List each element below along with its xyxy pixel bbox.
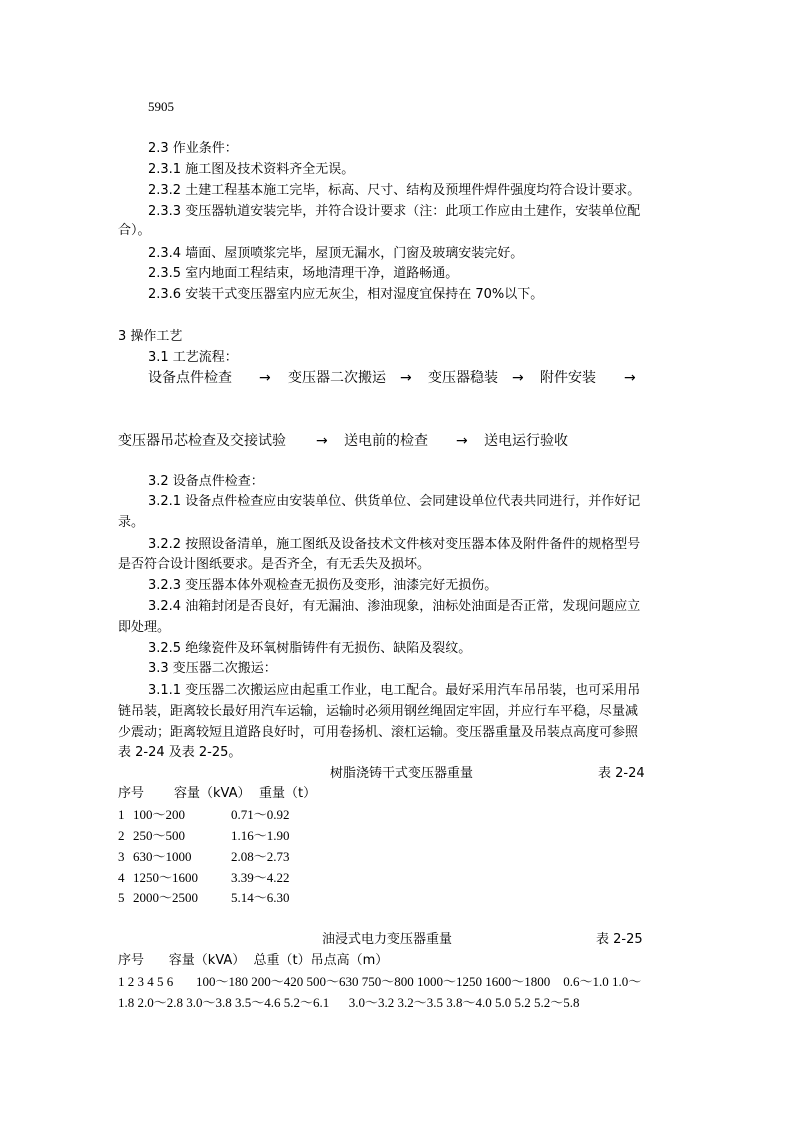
item-2-3-5: 2.3.5 室内地面工程结束，场地清理干净，道路畅通。 — [148, 266, 459, 281]
flow-step-equipment-check: 设备点件检查 — [148, 370, 232, 386]
flow-step-accessories: 附件安装 — [540, 370, 596, 386]
para-3-3-1-cont1: 链吊装，距离较长最好用汽车运输，运输时必须用钢丝绳固定牢固，并应行车平稳，尽量减 — [118, 704, 639, 719]
table-2-24-title: 树脂浇铸干式变压器重量 — [330, 766, 474, 781]
table-2-24-number: 表 2-24 — [598, 766, 645, 781]
table-cell: 630～1000 — [133, 849, 192, 864]
item-2-3-4: 2.3.4 墙面、屋顶喷浆完毕，屋顶无漏水，门窗及玻璃安装完好。 — [148, 246, 524, 261]
para-3-2-5: 3.2.5 绝缘瓷件及环氧树脂铸件有无损伤、缺陷及裂纹。 — [148, 641, 472, 656]
section-3-1-heading: 3.1 工艺流程： — [148, 350, 238, 365]
table-2-25-header: 序号 容量（kVA） 总重（t）吊点高（m） — [118, 953, 389, 968]
table-2-25-title: 油浸式电力变压器重量 — [322, 932, 453, 947]
para-3-2-2-cont: 是否符合设计图纸要求。是否齐全，有无丢失及损坏。 — [118, 557, 431, 572]
item-2-3-2: 2.3.2 土建工程基本施工完毕，标高、尺寸、结构及预埋件焊件强度均符合设计要求。 — [148, 183, 641, 198]
table-cell: 1 — [118, 807, 125, 822]
table-cell: 3.39～4.22 — [231, 870, 290, 885]
flow-step-secondary-transport: 变压器二次搬运 — [288, 370, 386, 386]
para-3-2-3: 3.2.3 变压器本体外观检查无损伤及变形，油漆完好无损伤。 — [148, 578, 498, 593]
para-3-3-1-cont3: 表 2-24 及表 2-25。 — [118, 745, 242, 760]
table-cell: 2000～2500 — [133, 890, 199, 905]
table-2-24-header-weight: 重量（t） — [259, 786, 317, 801]
table-cell: 1.16～1.90 — [231, 828, 290, 843]
page-number: 5905 — [148, 99, 174, 114]
para-3-2-1: 3.2.1 设备点件检查应由安装单位、供货单位、会同建设单位代表共同进行，并作好记 — [148, 494, 641, 509]
flow-arrow-icon: → — [512, 370, 524, 386]
flow-step-pre-energize-check: 送电前的检查 — [344, 433, 428, 449]
table-cell: 5.14～6.30 — [231, 890, 290, 905]
section-3-heading: 3 操作工艺 — [118, 329, 183, 344]
table-cell: 5 — [118, 890, 125, 905]
para-3-3-1-cont2: 少震动；距离较短且道路良好时，可用卷扬机、滚杠运输。变压器重量及吊装点高度可参照 — [118, 725, 639, 740]
para-3-2-2: 3.2.2 按照设备清单，施工图纸及设备技术文件核对变压器本体及附件备件的规格型号 — [148, 537, 641, 552]
table-cell: 3 — [118, 849, 125, 864]
table-2-25-data-line: 1 2 3 4 5 6 100～180 200～420 500～630 750～800 1000～1250 1600～1800 0.6～1.0 1.0～ — [118, 974, 642, 989]
item-2-3-3: 2.3.3 变压器轨道安装完毕，并符合设计要求（注：此项工作应由土建作，安装单位配 — [148, 204, 641, 219]
table-cell: 2 — [118, 828, 125, 843]
table-2-25-number: 表 2-25 — [596, 932, 643, 947]
flow-step-acceptance: 送电运行验收 — [484, 433, 568, 449]
flow-arrow-icon: → — [624, 370, 636, 386]
table-2-25-data-line: 1.8 2.0～2.8 3.0～3.8 3.5～4.6 5.2～6.1 3.0～3.2 3.2～3.5 3.8～4.0 5.0 5.2 5.2～5.8 — [118, 995, 580, 1010]
para-3-2-4: 3.2.4 油箱封闭是否良好，有无漏油、渗油现象，油标处油面是否正常，发现问题应立 — [148, 599, 641, 614]
flow-arrow-icon: → — [316, 433, 328, 449]
table-cell: 1250～1600 — [133, 870, 199, 885]
table-cell: 100～200 — [133, 807, 186, 822]
table-cell: 4 — [118, 870, 125, 885]
flow-arrow-icon: → — [456, 433, 468, 449]
table-cell: 0.71～0.92 — [231, 807, 290, 822]
item-2-3-6: 2.3.6 安装干式变压器室内应无灰尘，相对湿度宜保持在 70%以下。 — [148, 287, 544, 302]
flow-arrow-icon: → — [259, 370, 271, 386]
para-3-2-1-cont: 录。 — [118, 515, 145, 530]
item-2-3-3-cont: 合）。 — [118, 223, 151, 238]
section-3-3-heading: 3.3 变压器二次搬运： — [148, 661, 277, 676]
flow-step-core-inspection: 变压器吊芯检查及交接试验 — [118, 433, 286, 449]
section-2-3-heading: 2.3 作业条件： — [148, 141, 238, 156]
table-cell: 250～500 — [133, 828, 186, 843]
flow-arrow-icon: → — [400, 370, 412, 386]
table-cell: 2.08～2.73 — [231, 849, 290, 864]
table-2-24-header-capacity: 容量（kVA） — [174, 786, 251, 801]
item-2-3-1: 2.3.1 施工图及技术资料齐全无误。 — [148, 162, 355, 177]
section-3-2-heading: 3.2 设备点件检查： — [148, 474, 264, 489]
table-2-24-header-index: 序号 — [118, 786, 145, 801]
para-3-2-4-cont: 即处理。 — [118, 620, 171, 635]
para-3-3-1: 3.1.1 变压器二次搬运应由起重工作业，电工配合。最好采用汽车吊吊装，也可采用吊 — [148, 683, 641, 698]
flow-step-mounting: 变压器稳装 — [428, 370, 498, 386]
